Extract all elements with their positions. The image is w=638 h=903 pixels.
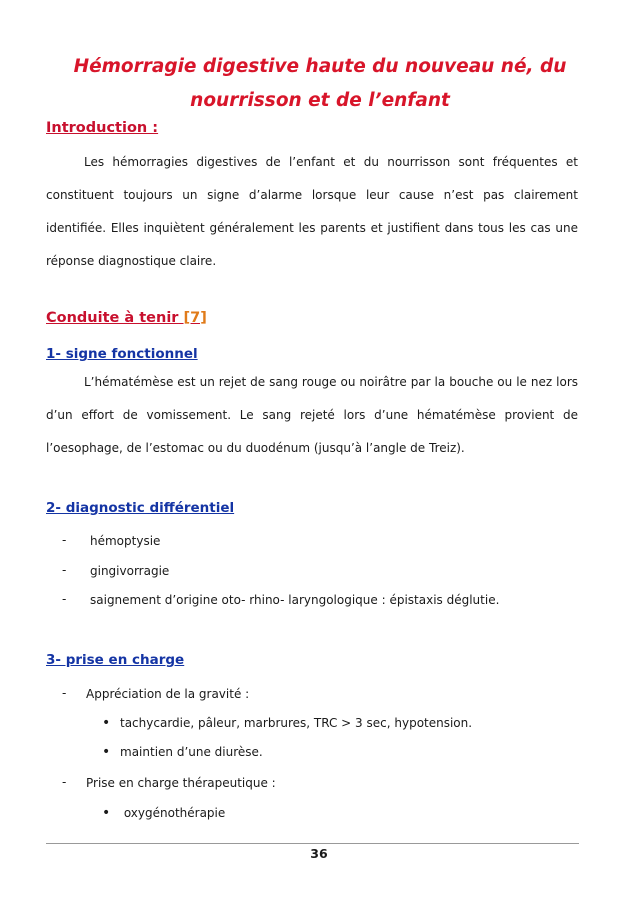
- dash-marker: -: [62, 775, 67, 789]
- sub-list-item: tachycardie, pâleur, marbrures, TRC > 3 sec, hypotension.: [120, 716, 473, 730]
- dash-marker: -: [62, 533, 67, 547]
- section-1-text: L’hématémèse est un rejet de sang rouge ou noirâtre par la bouche ou le nez lors d’un effort de vomissement. Le sang rejeté lors d’une hématémèse provient de l’oesophage, de l’estomac ou du duodénum (jusqu’à l’angle de Treiz).: [46, 375, 578, 455]
- bullet-marker: •: [102, 715, 111, 731]
- bullet-marker: •: [102, 744, 111, 760]
- list-item: hémoptysie: [90, 534, 161, 548]
- conduite-heading-text: Conduite à tenir: [46, 310, 179, 326]
- document-title-line-1: Hémorragie digestive haute du nouveau né, du: [73, 56, 567, 77]
- introduction-heading: Introduction :: [46, 120, 159, 136]
- page-number: 36: [310, 846, 328, 861]
- footer-divider: [46, 843, 579, 844]
- conduite-heading: [46, 310, 207, 326]
- section-1-heading: 1- signe fonctionnel: [46, 346, 198, 362]
- list-item: Prise en charge thérapeutique :: [86, 776, 276, 790]
- section-3-heading: 3- prise en charge: [46, 652, 185, 668]
- sub-list-item: oxygénothérapie: [120, 806, 226, 820]
- document-title-line-2: nourrisson et de l’enfant: [190, 90, 450, 111]
- section-1-paragraph: [46, 366, 578, 465]
- dash-marker: -: [62, 592, 67, 606]
- sub-list-item: maintien d’une diurèse.: [120, 745, 263, 759]
- section-2-heading: 2- diagnostic différentiel: [46, 500, 235, 516]
- dash-marker: -: [62, 563, 67, 577]
- introduction-paragraph: [46, 146, 578, 278]
- reference-citation: [7]: [183, 310, 207, 326]
- dash-marker: -: [62, 686, 67, 700]
- bullet-marker: •: [102, 805, 111, 821]
- list-item: Appréciation de la gravité :: [86, 687, 250, 701]
- list-item: gingivorragie: [90, 564, 170, 578]
- list-item: saignement d’origine oto- rhino- laryngologique : épistaxis déglutie.: [90, 593, 500, 607]
- introduction-text: Les hémorragies digestives de l’enfant et du nourrisson sont fréquentes et constituent toujours un signe d’alarme lorsque leur cause n’est pas clairement identifiée. Elles inquiètent généralement les parents et justifient dans tous les cas une réponse diagnostique claire.: [46, 155, 578, 268]
